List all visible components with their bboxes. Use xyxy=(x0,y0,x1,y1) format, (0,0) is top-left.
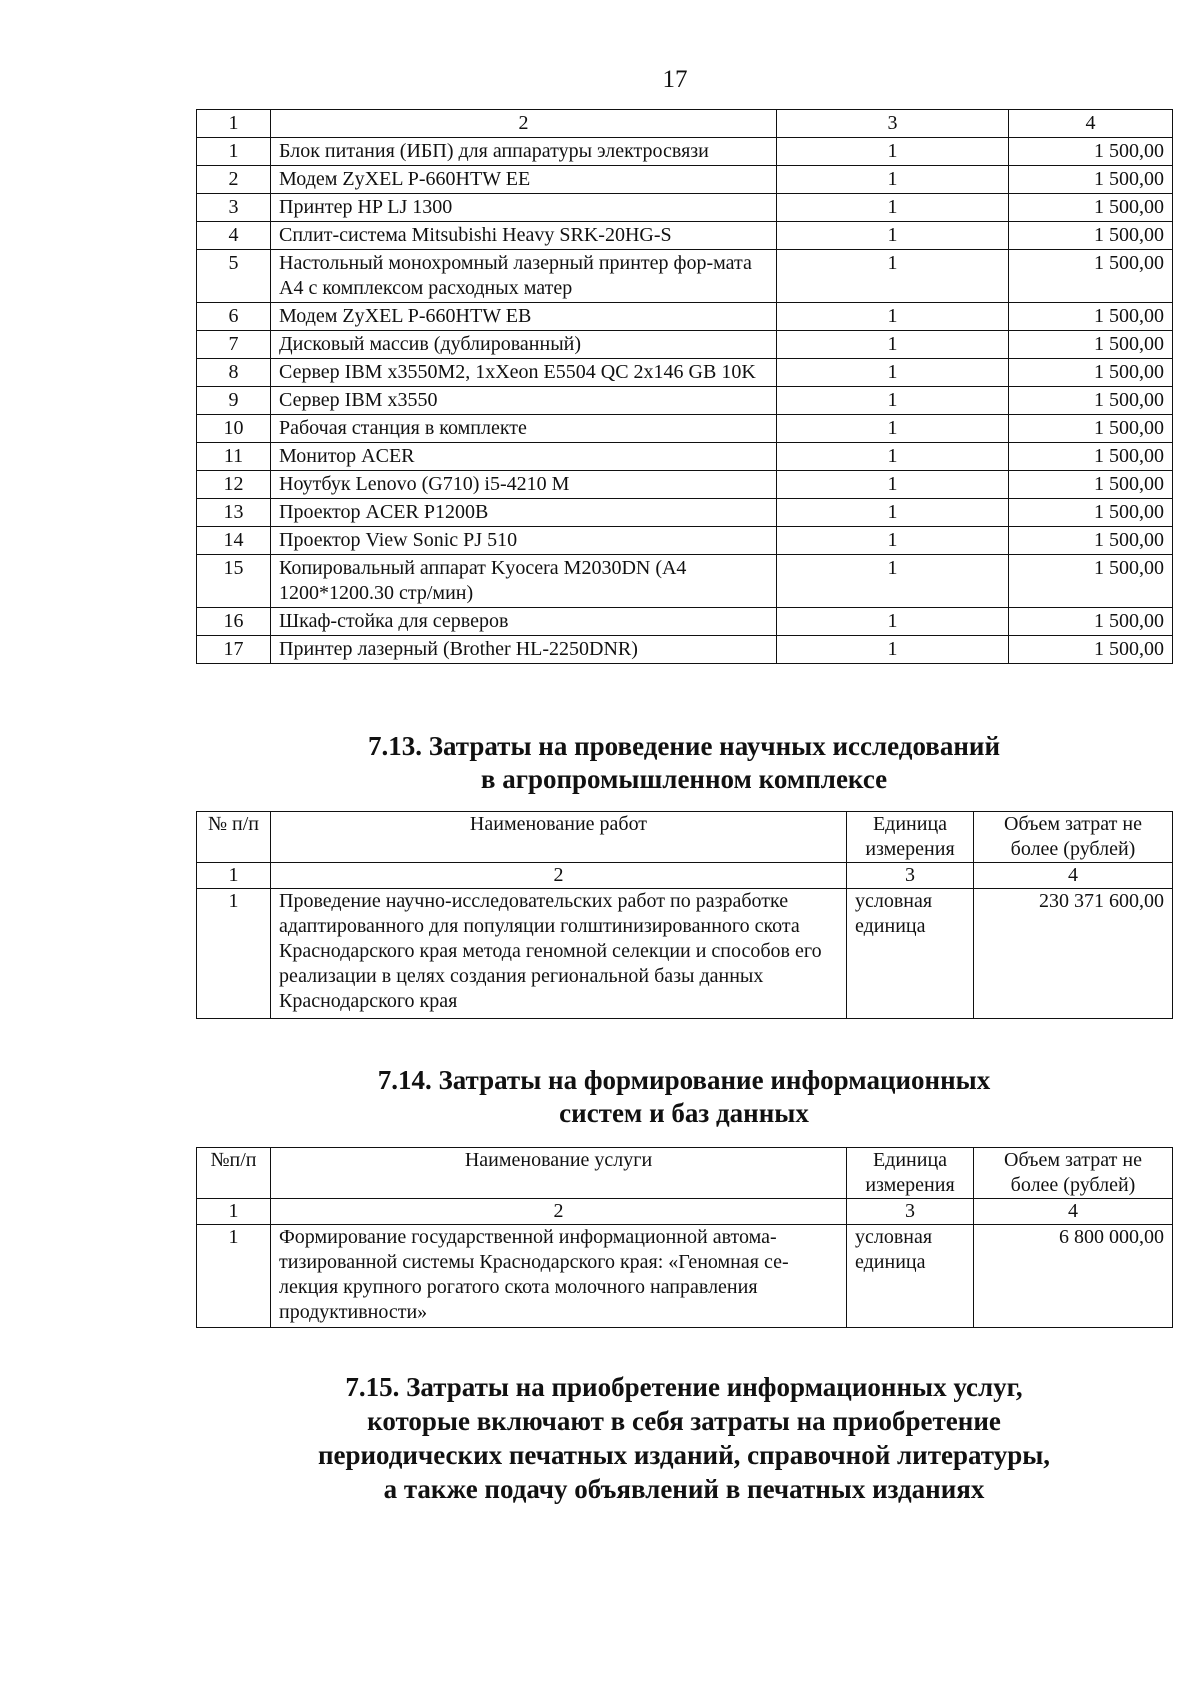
price: 1 500,00 xyxy=(1009,166,1173,194)
table-row xyxy=(197,527,1173,555)
item-name: Рабочая станция в комплекте xyxy=(271,415,777,443)
item-name: Принтер HP LJ 1300 xyxy=(271,194,777,222)
table-row xyxy=(197,443,1173,471)
item-name: Ноутбук Lenovo (G710) i5-4210 M xyxy=(271,471,777,499)
section-714-heading xyxy=(196,1064,1172,1130)
price: 1 500,00 xyxy=(1009,608,1173,636)
table-row xyxy=(197,555,1173,608)
row-number: 10 xyxy=(197,415,271,443)
item-name: Модем ZyXEL P-660HTW EB xyxy=(271,303,777,331)
price: 1 500,00 xyxy=(1009,250,1173,303)
service-name: Формирование государственной информационной автома-тизированной системы Краснодарского края: «Геномная се-лекция крупного рогатого скота молочного направления продуктивности» xyxy=(271,1225,847,1328)
item-name: Проектор View Sonic PJ 510 xyxy=(271,527,777,555)
col-number-4: 4 xyxy=(974,863,1173,889)
table-row xyxy=(197,331,1173,359)
price: 1 500,00 xyxy=(1009,499,1173,527)
col-number-2: 2 xyxy=(271,110,777,138)
price: 1 500,00 xyxy=(1009,443,1173,471)
row-number: 17 xyxy=(197,636,271,664)
quantity: 1 xyxy=(777,443,1009,471)
quantity: 1 xyxy=(777,166,1009,194)
quantity: 1 xyxy=(777,222,1009,250)
work-name: Проведение научно-исследовательских работ по разработке адаптированного для популяции голштинизированного скота Краснодарского края метода геномной селекции и способов его реализации в целях создания региональной базы данных Краснодарского края xyxy=(271,889,847,1019)
row-number: 1 xyxy=(197,1225,271,1328)
quantity: 1 xyxy=(777,387,1009,415)
col-number-4: 4 xyxy=(1009,110,1173,138)
header-name: Наименование работ xyxy=(271,812,847,863)
header-number: №п/п xyxy=(197,1148,271,1199)
price: 1 500,00 xyxy=(1009,471,1173,499)
col-number-3: 3 xyxy=(847,1199,974,1225)
table-row xyxy=(197,359,1173,387)
header-unit: Единица измерения xyxy=(847,1148,974,1199)
price: 1 500,00 xyxy=(1009,222,1173,250)
col-number-2: 2 xyxy=(271,863,847,889)
table-row xyxy=(197,138,1173,166)
item-name: Проектор ACER P1200B xyxy=(271,499,777,527)
table-row xyxy=(197,194,1173,222)
item-name: Дисковый массив (дублированный) xyxy=(271,331,777,359)
price: 1 500,00 xyxy=(1009,527,1173,555)
row-number: 1 xyxy=(197,138,271,166)
quantity: 1 xyxy=(777,303,1009,331)
price: 1 500,00 xyxy=(1009,359,1173,387)
table-row xyxy=(197,471,1173,499)
header-amount: Объем затрат не более (рублей) xyxy=(974,812,1173,863)
col-number-1: 1 xyxy=(197,110,271,138)
row-number: 8 xyxy=(197,359,271,387)
col-number-3: 3 xyxy=(777,110,1009,138)
section-713-heading xyxy=(196,730,1172,796)
item-name: Сервер IBM x3550M2, 1xXeon E5504 QC 2x146 GB 10K xyxy=(271,359,777,387)
amount: 6 800 000,00 xyxy=(974,1225,1173,1328)
col-number-2: 2 xyxy=(271,1199,847,1225)
price: 1 500,00 xyxy=(1009,303,1173,331)
col-number-4: 4 xyxy=(974,1199,1173,1225)
row-number: 6 xyxy=(197,303,271,331)
row-number: 2 xyxy=(197,166,271,194)
table-row xyxy=(197,250,1173,303)
research-colnum-row xyxy=(197,863,1173,889)
quantity: 1 xyxy=(777,555,1009,608)
unit: условная единица xyxy=(847,1225,974,1328)
quantity: 1 xyxy=(777,527,1009,555)
price: 1 500,00 xyxy=(1009,194,1173,222)
item-name: Сплит-система Mitsubishi Heavy SRK-20HG-S xyxy=(271,222,777,250)
quantity: 1 xyxy=(777,194,1009,222)
row-number: 15 xyxy=(197,555,271,608)
row-number: 9 xyxy=(197,387,271,415)
heading-line: систем и баз данных xyxy=(559,1098,809,1128)
heading-line: 7.15. Затраты на приобретение информационных услуг, xyxy=(345,1372,1023,1402)
item-name: Шкаф-стойка для серверов xyxy=(271,608,777,636)
item-name: Монитор ACER xyxy=(271,443,777,471)
table-row xyxy=(197,608,1173,636)
price: 1 500,00 xyxy=(1009,555,1173,608)
header-unit: Единица измерения xyxy=(847,812,974,863)
research-table xyxy=(196,811,1173,1019)
quantity: 1 xyxy=(777,636,1009,664)
price: 1 500,00 xyxy=(1009,636,1173,664)
equipment-table xyxy=(196,109,1173,664)
quantity: 1 xyxy=(777,415,1009,443)
equipment-header-row xyxy=(197,110,1173,138)
table-row xyxy=(197,303,1173,331)
research-header-row xyxy=(197,812,1173,863)
row-number: 11 xyxy=(197,443,271,471)
col-number-1: 1 xyxy=(197,1199,271,1225)
quantity: 1 xyxy=(777,250,1009,303)
row-number: 12 xyxy=(197,471,271,499)
quantity: 1 xyxy=(777,608,1009,636)
amount: 230 371 600,00 xyxy=(974,889,1173,1019)
header-amount: Объем затрат не более (рублей) xyxy=(974,1148,1173,1199)
row-number: 5 xyxy=(197,250,271,303)
item-name: Блок питания (ИБП) для аппаратуры электросвязи xyxy=(271,138,777,166)
quantity: 1 xyxy=(777,499,1009,527)
table-row xyxy=(197,166,1173,194)
price: 1 500,00 xyxy=(1009,415,1173,443)
infosystems-header-row xyxy=(197,1148,1173,1199)
item-name: Настольный монохромный лазерный принтер фор-мата А4 с комплексом расходных матер xyxy=(271,250,777,303)
section-715-heading xyxy=(196,1370,1172,1506)
heading-line: периодических печатных изданий, справочной литературы, xyxy=(317,1440,1051,1470)
quantity: 1 xyxy=(777,331,1009,359)
unit: условная единица xyxy=(847,889,974,1019)
price: 1 500,00 xyxy=(1009,138,1173,166)
heading-line: 7.13. Затраты на проведение научных исследований xyxy=(367,731,1001,761)
quantity: 1 xyxy=(777,359,1009,387)
row-number: 13 xyxy=(197,499,271,527)
row-number: 7 xyxy=(197,331,271,359)
table-row xyxy=(197,1225,1173,1328)
row-number: 1 xyxy=(197,889,271,1019)
heading-line: в агропромышленном комплексе xyxy=(480,764,888,794)
heading-line: а также подачу объявлений в печатных изданиях xyxy=(383,1474,985,1504)
col-number-1: 1 xyxy=(197,863,271,889)
page-number: 17 xyxy=(662,66,688,93)
price: 1 500,00 xyxy=(1009,387,1173,415)
row-number: 4 xyxy=(197,222,271,250)
heading-line: которые включают в себя затраты на приобретение xyxy=(367,1406,1001,1436)
header-name: Наименование услуги xyxy=(271,1148,847,1199)
infosystems-table xyxy=(196,1147,1173,1328)
table-row xyxy=(197,889,1173,1019)
table-row xyxy=(197,222,1173,250)
table-row xyxy=(197,636,1173,664)
table-row xyxy=(197,387,1173,415)
infosystems-colnum-row xyxy=(197,1199,1173,1225)
col-number-3: 3 xyxy=(847,863,974,889)
table-row xyxy=(197,415,1173,443)
heading-line: 7.14. Затраты на формирование информационных xyxy=(377,1065,991,1095)
item-name: Копировальный аппарат Kyocera M2030DN (А4 1200*1200.30 стр/мин) xyxy=(271,555,777,608)
item-name: Сервер IBM x3550 xyxy=(271,387,777,415)
price: 1 500,00 xyxy=(1009,331,1173,359)
item-name: Принтер лазерный (Brother HL-2250DNR) xyxy=(271,636,777,664)
quantity: 1 xyxy=(777,471,1009,499)
row-number: 3 xyxy=(197,194,271,222)
row-number: 14 xyxy=(197,527,271,555)
row-number: 16 xyxy=(197,608,271,636)
quantity: 1 xyxy=(777,138,1009,166)
header-number: № п/п xyxy=(197,812,271,863)
table-row xyxy=(197,499,1173,527)
item-name: Модем ZyXEL P-660HTW EE xyxy=(271,166,777,194)
